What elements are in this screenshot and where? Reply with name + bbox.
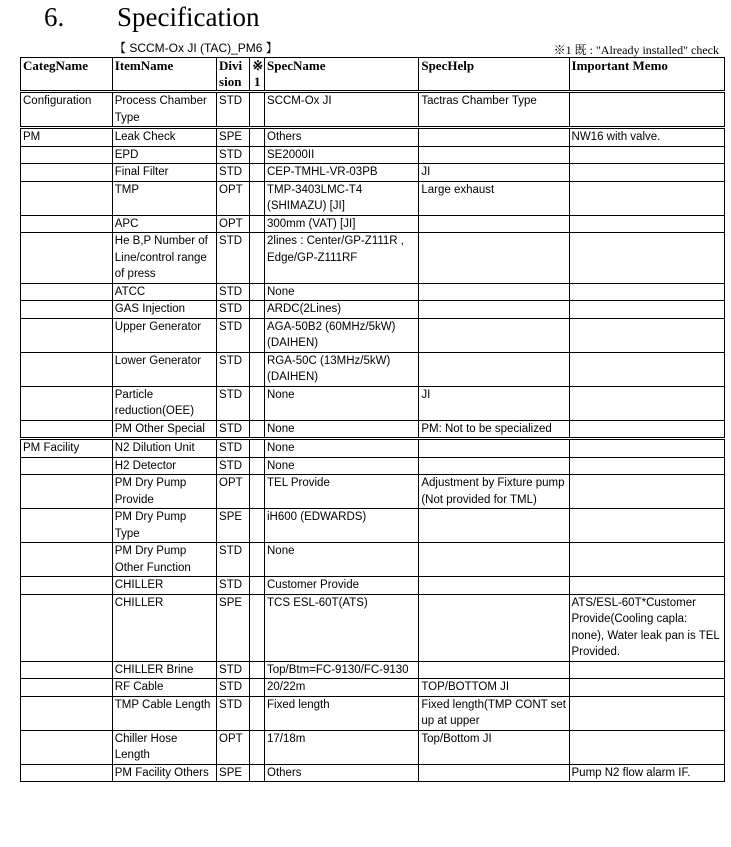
important-memo-cell [569, 283, 724, 301]
category-cell: Configuration [21, 92, 113, 128]
category-cell [21, 318, 113, 352]
item-name-cell: GAS Injection [112, 301, 216, 319]
spec-help-cell [419, 215, 569, 233]
check-cell[interactable] [250, 764, 265, 782]
division-cell: STD [217, 696, 250, 730]
category-cell [21, 215, 113, 233]
division-cell: SPE [217, 764, 250, 782]
spec-name-cell: 2lines : Center/GP-Z111R , Edge/GP-Z111RF [265, 233, 419, 284]
category-cell [21, 764, 113, 782]
col-header-itemname: ItemName [112, 58, 216, 92]
item-name-cell: N2 Dilution Unit [112, 439, 216, 458]
important-memo-cell [569, 164, 724, 182]
col-header-important-memo: Important Memo [569, 58, 724, 92]
item-name-cell: Final Filter [112, 164, 216, 182]
important-memo-cell: NW16 with valve. [569, 128, 724, 147]
spec-help-cell [419, 509, 569, 543]
spec-name-cell: ARDC(2Lines) [265, 301, 419, 319]
spec-help-cell [419, 318, 569, 352]
important-memo-cell [569, 420, 724, 439]
spec-help-cell: JI [419, 164, 569, 182]
division-cell: STD [217, 283, 250, 301]
table-row [21, 594, 725, 661]
check-cell[interactable] [250, 301, 265, 319]
check-cell[interactable] [250, 577, 265, 595]
category-cell [21, 577, 113, 595]
table-row [21, 301, 725, 319]
spec-name-cell: Top/Btm=FC-9130/FC-9130 [265, 661, 419, 679]
spec-name-cell: None [265, 457, 419, 475]
important-memo-cell [569, 439, 724, 458]
category-cell [21, 283, 113, 301]
section-number: 6. [44, 2, 65, 32]
check-cell[interactable] [250, 352, 265, 386]
item-name-cell: Lower Generator [112, 352, 216, 386]
division-cell: STD [217, 318, 250, 352]
spec-name-cell: Customer Provide [265, 577, 419, 595]
spec-name-cell: None [265, 439, 419, 458]
item-name-cell: RF Cable [112, 679, 216, 697]
category-cell [21, 696, 113, 730]
col-header-categname: CategName [21, 58, 113, 92]
check-cell[interactable] [250, 92, 265, 128]
spec-help-cell [419, 594, 569, 661]
important-memo-cell [569, 181, 724, 215]
item-name-cell: PM Dry Pump Type [112, 509, 216, 543]
table-row [21, 696, 725, 730]
item-name-cell: PM Dry Pump Other Function [112, 543, 216, 577]
category-cell [21, 181, 113, 215]
spec-name-cell: 20/22m [265, 679, 419, 697]
check-cell[interactable] [250, 457, 265, 475]
division-cell: SPE [217, 128, 250, 147]
spec-name-cell: Fixed length [265, 696, 419, 730]
table-row [21, 146, 725, 164]
division-cell: STD [217, 146, 250, 164]
table-row [21, 283, 725, 301]
division-cell: STD [217, 92, 250, 128]
spec-name-cell: None [265, 420, 419, 439]
check-cell[interactable] [250, 594, 265, 661]
table-row [21, 128, 725, 147]
spec-help-cell [419, 301, 569, 319]
check-cell[interactable] [250, 730, 265, 764]
spec-help-cell: Top/Bottom JI [419, 730, 569, 764]
spec-help-cell [419, 146, 569, 164]
table-row [21, 181, 725, 215]
section-heading [0, 0, 731, 40]
category-cell [21, 301, 113, 319]
division-cell: OPT [217, 181, 250, 215]
table-row [21, 420, 725, 439]
division-cell: STD [217, 164, 250, 182]
important-memo-cell [569, 386, 724, 420]
spec-help-cell [419, 764, 569, 782]
check-cell[interactable] [250, 509, 265, 543]
spec-name-cell: Others [265, 128, 419, 147]
spec-help-cell: JI [419, 386, 569, 420]
table-row [21, 730, 725, 764]
spec-help-cell [419, 457, 569, 475]
spec-name-cell: 300mm (VAT) [JI] [265, 215, 419, 233]
item-name-cell: Particle reduction(OEE) [112, 386, 216, 420]
division-cell: STD [217, 352, 250, 386]
category-cell [21, 543, 113, 577]
category-cell [21, 233, 113, 284]
spec-name-cell: AGA-50B2 (60MHz/5kW)(DAIHEN) [265, 318, 419, 352]
check-cell[interactable] [250, 475, 265, 509]
section-title: Specification [117, 2, 260, 32]
spec-name-cell: None [265, 386, 419, 420]
table-row [21, 352, 725, 386]
important-memo-cell [569, 661, 724, 679]
check-cell[interactable] [250, 661, 265, 679]
category-cell [21, 509, 113, 543]
item-name-cell: H2 Detector [112, 457, 216, 475]
check-cell[interactable] [250, 318, 265, 352]
important-memo-cell [569, 475, 724, 509]
item-name-cell: Leak Check [112, 128, 216, 147]
category-cell [21, 146, 113, 164]
table-body [21, 92, 725, 782]
spec-name-cell: 17/18m [265, 730, 419, 764]
division-cell: STD [217, 679, 250, 697]
check-cell[interactable] [250, 543, 265, 577]
important-memo-cell [569, 509, 724, 543]
table-row [21, 215, 725, 233]
check-note: ※1 既 : "Already installed" check [553, 43, 719, 57]
table-row [21, 509, 725, 543]
table-row [21, 764, 725, 782]
category-cell [21, 420, 113, 439]
spec-name-cell: None [265, 283, 419, 301]
division-cell: STD [217, 386, 250, 420]
division-cell: SPE [217, 594, 250, 661]
division-cell: STD [217, 301, 250, 319]
division-cell: OPT [217, 215, 250, 233]
important-memo-cell [569, 679, 724, 697]
spec-help-cell: TOP/BOTTOM JI [419, 679, 569, 697]
item-name-cell: EPD [112, 146, 216, 164]
spec-help-cell [419, 352, 569, 386]
spec-name-cell: RGA-50C (13MHz/5kW)(DAIHEN) [265, 352, 419, 386]
important-memo-cell [569, 92, 724, 128]
category-cell [21, 730, 113, 764]
division-cell: STD [217, 457, 250, 475]
category-cell [21, 352, 113, 386]
spec-name-cell: TCS ESL-60T(ATS) [265, 594, 419, 661]
check-cell[interactable] [250, 233, 265, 284]
division-cell: OPT [217, 730, 250, 764]
table-row [21, 543, 725, 577]
check-cell[interactable] [250, 215, 265, 233]
spec-name-cell: TMP-3403LMC-T4 (SHIMAZU) [JI] [265, 181, 419, 215]
item-name-cell: TMP [112, 181, 216, 215]
item-name-cell: PM Other Special [112, 420, 216, 439]
table-row [21, 439, 725, 458]
category-cell [21, 457, 113, 475]
spec-help-cell [419, 128, 569, 147]
spec-name-cell: SCCM-Ox JI [265, 92, 419, 128]
spec-help-cell: Tactras Chamber Type [419, 92, 569, 128]
item-name-cell: CHILLER [112, 577, 216, 595]
category-cell: PM Facility [21, 439, 113, 458]
division-cell: OPT [217, 475, 250, 509]
spec-help-cell [419, 661, 569, 679]
spec-name-cell: Others [265, 764, 419, 782]
important-memo-cell [569, 577, 724, 595]
item-name-cell: Process Chamber Type [112, 92, 216, 128]
spec-name-cell: CEP-TMHL-VR-03PB [265, 164, 419, 182]
category-cell [21, 661, 113, 679]
check-cell[interactable] [250, 283, 265, 301]
spec-name-cell: iH600 (EDWARDS) [265, 509, 419, 543]
spec-help-cell [419, 233, 569, 284]
division-cell: STD [217, 543, 250, 577]
important-memo-cell: ATS/ESL-60T*Customer Provide(Cooling capla: none), Water leak pan is TEL Provided. [569, 594, 724, 661]
important-memo-cell [569, 146, 724, 164]
spec-help-cell [419, 543, 569, 577]
important-memo-cell [569, 543, 724, 577]
important-memo-cell [569, 318, 724, 352]
table-row [21, 386, 725, 420]
specification-table [20, 57, 725, 782]
category-cell [21, 475, 113, 509]
important-memo-cell [569, 301, 724, 319]
item-name-cell: CHILLER [112, 594, 216, 661]
check-cell[interactable] [250, 164, 265, 182]
spec-help-cell: Large exhaust [419, 181, 569, 215]
spec-help-cell [419, 283, 569, 301]
spec-name-cell: TEL Provide [265, 475, 419, 509]
item-name-cell: He B,P Number of Line/control range of press [112, 233, 216, 284]
check-cell[interactable] [250, 181, 265, 215]
document-subtitle: 【 SCCM-Ox JI (TAC)_PM6 】 [114, 41, 278, 55]
col-header-check: ※ 1 [250, 58, 265, 92]
important-memo-cell [569, 696, 724, 730]
important-memo-cell [569, 233, 724, 284]
division-cell: STD [217, 661, 250, 679]
item-name-cell: CHILLER Brine [112, 661, 216, 679]
division-cell: STD [217, 577, 250, 595]
important-memo-cell: Pump N2 flow alarm IF. [569, 764, 724, 782]
col-header-spechelp: SpecHelp [419, 58, 569, 92]
table-row [21, 92, 725, 128]
item-name-cell: PM Dry Pump Provide [112, 475, 216, 509]
division-cell: STD [217, 233, 250, 284]
check-cell[interactable] [250, 696, 265, 730]
check-cell[interactable] [250, 128, 265, 147]
important-memo-cell [569, 215, 724, 233]
col-header-specname: SpecName [265, 58, 419, 92]
spec-help-cell: Fixed length(TMP CONT set up at upper [419, 696, 569, 730]
category-cell [21, 679, 113, 697]
check-cell[interactable] [250, 146, 265, 164]
category-cell [21, 386, 113, 420]
check-cell[interactable] [250, 386, 265, 420]
table-row [21, 164, 725, 182]
col-header-division: Divi sion [217, 58, 250, 92]
table-row [21, 457, 725, 475]
division-cell: STD [217, 439, 250, 458]
item-name-cell: APC [112, 215, 216, 233]
check-cell[interactable] [250, 420, 265, 439]
category-cell [21, 164, 113, 182]
division-cell: STD [217, 420, 250, 439]
header-row [21, 58, 725, 92]
item-name-cell: TMP Cable Length [112, 696, 216, 730]
category-cell: PM [21, 128, 113, 147]
table-row [21, 318, 725, 352]
important-memo-cell [569, 457, 724, 475]
check-cell[interactable] [250, 679, 265, 697]
table-row [21, 577, 725, 595]
table-row [21, 679, 725, 697]
spec-help-cell: PM: Not to be specialized [419, 420, 569, 439]
important-memo-cell [569, 730, 724, 764]
spec-name-cell: None [265, 543, 419, 577]
item-name-cell: PM Facility Others [112, 764, 216, 782]
item-name-cell: ATCC [112, 283, 216, 301]
spec-help-cell [419, 577, 569, 595]
spec-help-cell [419, 439, 569, 458]
item-name-cell: Upper Generator [112, 318, 216, 352]
check-cell[interactable] [250, 439, 265, 458]
spec-help-cell: Adjustment by Fixture pump (Not provided for TML) [419, 475, 569, 509]
item-name-cell: Chiller Hose Length [112, 730, 216, 764]
category-cell [21, 594, 113, 661]
spec-name-cell: SE2000II [265, 146, 419, 164]
table-row [21, 475, 725, 509]
table-row [21, 233, 725, 284]
division-cell: SPE [217, 509, 250, 543]
table-row [21, 661, 725, 679]
important-memo-cell [569, 352, 724, 386]
